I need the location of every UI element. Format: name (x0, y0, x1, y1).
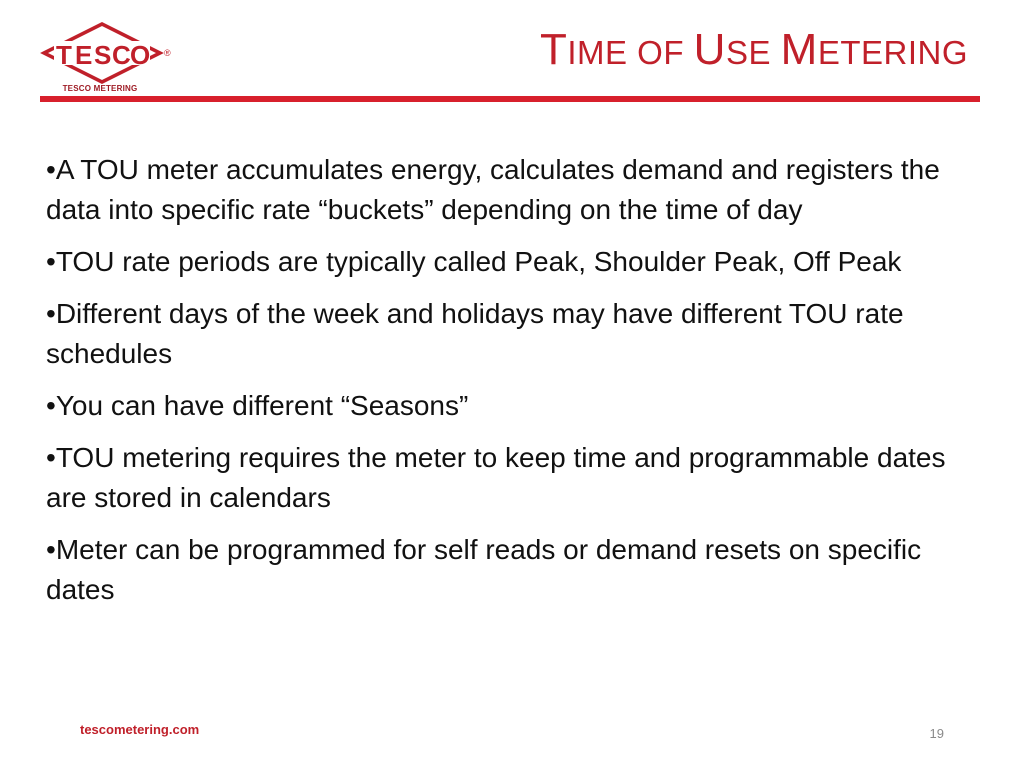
bullet-item: • Meter can be programmed for self reads or demand resets on specific dates (46, 530, 966, 610)
bullet-item: • TOU rate periods are typically called Peak, Shoulder Peak, Off Peak (46, 242, 966, 282)
title-word-use: USE (693, 25, 771, 74)
logo-letter-s: S (94, 40, 112, 70)
bullet-item: • You can have different “Seasons” (46, 386, 966, 426)
logo-letter-t: T (56, 40, 72, 70)
registered-mark-icon: ® (164, 48, 171, 58)
slide-title (539, 25, 968, 75)
logo-letter-o: O (130, 40, 151, 70)
logo-letter-e: E (75, 40, 93, 70)
bullet-item: • A TOU meter accumulates energy, calculates demand and registers the data into specific rate “buckets” depending on the time of day (46, 150, 966, 230)
footer-website: tescometering.com (80, 722, 200, 737)
tesco-logo-mark (40, 20, 180, 86)
bullet-list (46, 150, 966, 622)
title-word-metering: METERING (780, 25, 968, 74)
title-word-of: OF (637, 34, 684, 71)
bullet-item: • TOU metering requires the meter to keep time and programmable dates are stored in calendars (46, 438, 966, 518)
title-divider (40, 96, 980, 102)
logo-caption: TESCO METERING (62, 84, 138, 93)
logo-letter-c: C (112, 40, 131, 70)
slide-number: 19 (929, 726, 944, 741)
bullet-item: • Different days of the week and holidays may have different TOU rate schedules (46, 294, 966, 374)
title-word-time: TIME (539, 25, 628, 74)
